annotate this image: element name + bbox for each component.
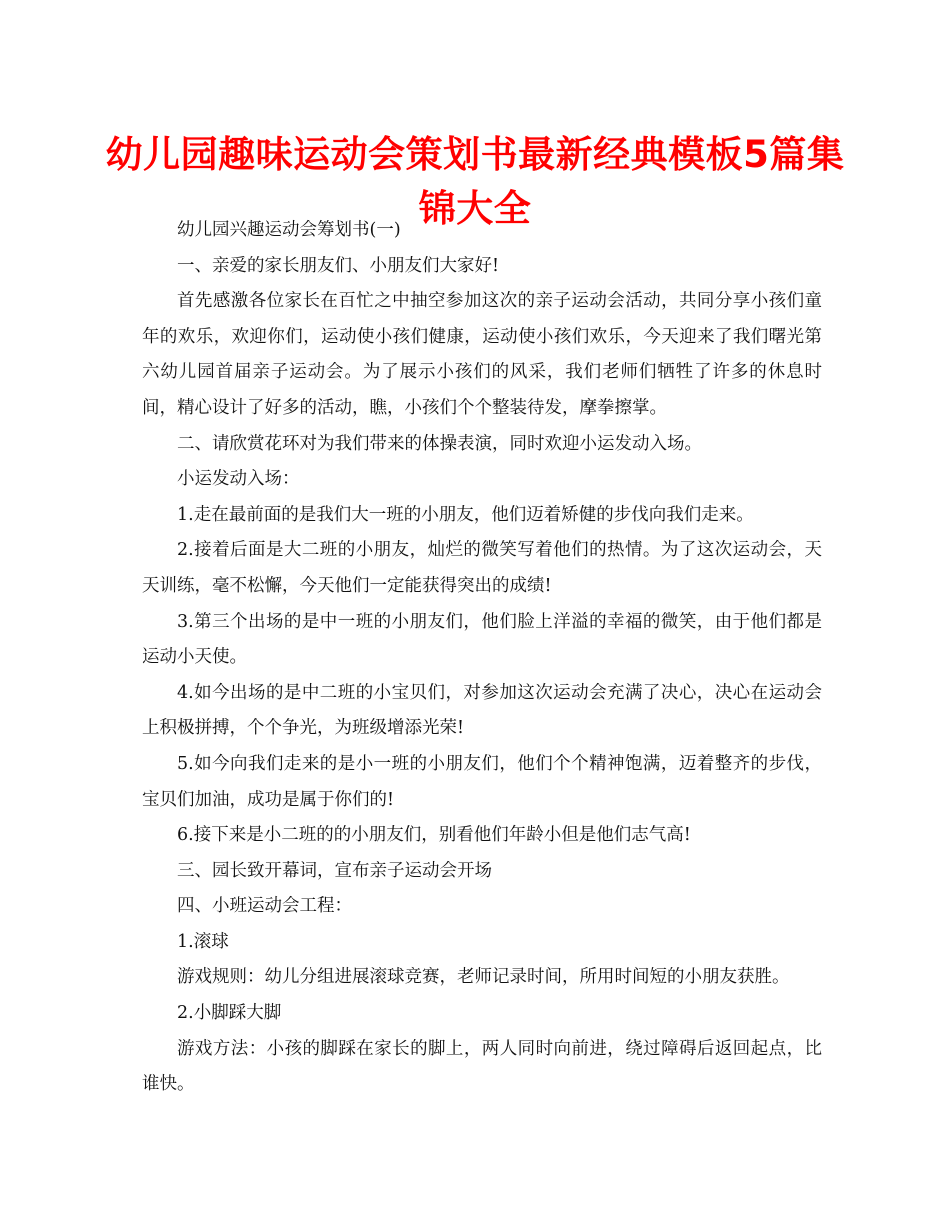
paragraph: 2.小脚踩大脚: [177, 1003, 282, 1024]
paragraph: 小运发动入场：: [177, 469, 300, 490]
paragraph: 游戏方法：小孩的脚踩在家长的脚上，两人同时向前进，绕过障碍后返回起点，比谁快。: [142, 1038, 822, 1095]
paragraph: 5.如今向我们走来的是小一班的小朋友们，他们个个精神饱满，迈着整齐的步伐，宝贝们加油，成功是属于你们的!: [142, 753, 822, 810]
paragraph: 游戏规则：幼儿分组进展滚球竞赛，老师记录时间，所用时间短的小朋友获胜。: [177, 967, 790, 988]
paragraph: 1.滚球: [177, 931, 229, 952]
paragraph: 首先感激各位家长在百忙之中抽空参加这次的亲子运动会活动，共同分享小孩们童年的欢乐，欢迎你们，运动使小孩们健康，运动使小孩们欢乐，今天迎来了我们曙光第六幼儿园首届亲子运动会。为了展示小孩们的风采，我们老师们牺牲了许多的休息时间，精心设计了好多的活动，瞧，小孩们个个整装待发，摩拳擦掌。: [142, 291, 822, 418]
document-title: 幼儿园趣味运动会策划书最新经典模板5篇集锦大全: [105, 133, 845, 230]
paragraph: 4.如今出场的是中二班的小宝贝们，对参加这次运动会充满了决心，决心在运动会上积极拼搏，个个争光，为班级增添光荣!: [142, 682, 822, 739]
document-body: [142, 213, 822, 1103]
paragraph: 幼儿园兴趣运动会筹划书(一): [177, 220, 401, 240]
paragraph: 二、请欣赏花环对为我们带来的体操表演，同时欢迎小运发动入场。: [177, 433, 702, 454]
paragraph: 一、亲爱的家长朋友们、小朋友们大家好!: [177, 255, 500, 276]
paragraph: 三、园长致开幕词，宣布亲子运动会开场: [177, 860, 492, 881]
paragraph: 6.接下来是小二班的的小朋友们，别看他们年龄小但是他们志气高!: [177, 825, 691, 846]
paragraph: 四、小班运动会工程：: [177, 896, 352, 917]
paragraph: 2.接着后面是大二班的小朋友，灿烂的微笑写着他们的热情。为了这次运动会，天天训练，毫不松懈，今天他们一定能获得突出的成绩!: [142, 540, 822, 596]
paragraph: 3.第三个出场的是中一班的小朋友们，他们脸上洋溢的幸福的微笑，由于他们都是运动小天使。: [142, 611, 822, 668]
paragraph: 1.走在最前面的是我们大一班的小朋友，他们迈着矫健的步伐向我们走来。: [177, 504, 754, 525]
